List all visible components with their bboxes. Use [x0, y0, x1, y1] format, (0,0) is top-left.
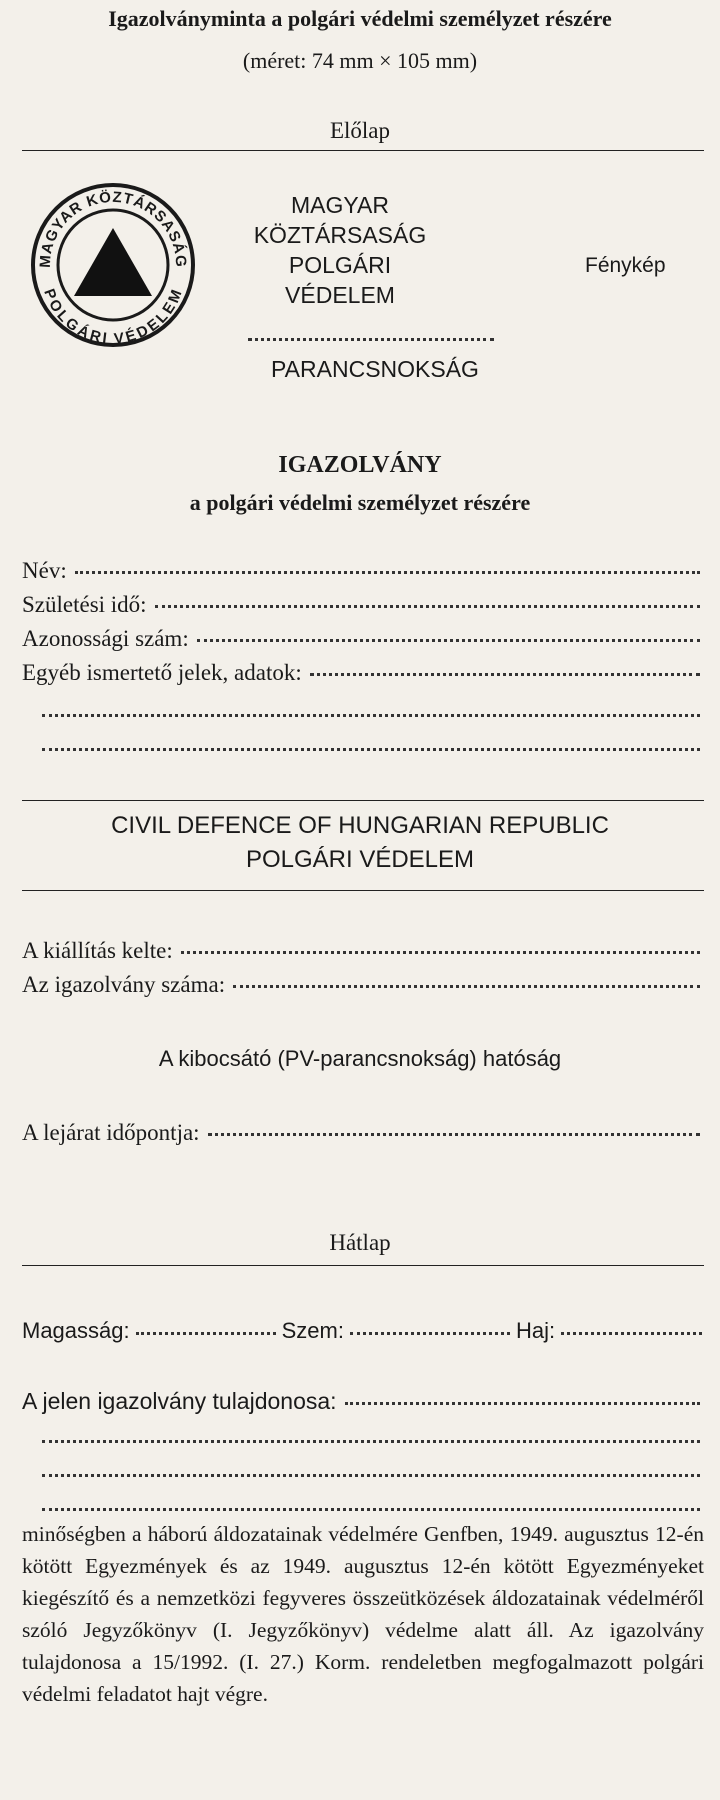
fill-line	[75, 571, 700, 574]
org-line: MAGYAR	[291, 192, 389, 218]
civil-defence-seal	[28, 180, 198, 350]
back-heading: Hátlap	[329, 1230, 391, 1255]
field-holder	[22, 1388, 700, 1415]
org-line: KÖZTÁRSASÁG	[253, 222, 427, 248]
org-line: POLGÁRI	[288, 252, 392, 278]
fill-line	[42, 714, 700, 717]
fill-line	[197, 639, 700, 642]
field-id-number	[22, 626, 700, 652]
fill-line	[561, 1332, 702, 1335]
organisation-name	[230, 190, 450, 310]
fill-line	[181, 951, 700, 954]
field-card-number	[22, 972, 700, 998]
seal-icon	[28, 180, 198, 350]
field-expiry	[22, 1120, 700, 1146]
fill-line	[310, 673, 700, 676]
banner-line-2: POLGÁRI VÉDELEM	[245, 846, 475, 873]
fill-line	[42, 1474, 700, 1477]
org-line: VÉDELEM	[285, 282, 395, 308]
document-size: (méret: 74 mm × 105 mm)	[242, 48, 478, 73]
height-label: Magasság:	[22, 1318, 130, 1343]
divider	[22, 800, 704, 801]
card-subtitle: a polgári védelmi személyzet részére	[189, 490, 531, 515]
physical-description-row	[22, 1318, 702, 1344]
fill-line	[208, 1133, 700, 1136]
banner-line-1: CIVIL DEFENCE OF HUNGARIAN REPUBLIC	[111, 812, 609, 839]
fill-line	[155, 605, 700, 608]
divider	[22, 890, 704, 891]
field-name	[22, 558, 700, 584]
command-name-dots	[248, 338, 494, 341]
fill-line	[350, 1332, 510, 1335]
hair-label: Haj:	[515, 1318, 556, 1343]
field-issue-date	[22, 938, 700, 964]
field-label: A jelen igazolvány tulajdonosa:	[22, 1388, 337, 1414]
fill-line	[136, 1332, 276, 1335]
card-title: IGAZOLVÁNY	[278, 452, 442, 478]
field-label: Az igazolvány száma:	[22, 972, 226, 997]
field-other-marks	[22, 660, 700, 686]
fill-line	[42, 1440, 700, 1443]
field-label: Egyéb ismertető jelek, adatok:	[22, 660, 302, 685]
document-title: Igazolványminta a polgári védelmi személyzet részére	[108, 6, 612, 31]
seal-bottom-text: POLGÁRI VÉDELEM	[40, 286, 186, 348]
field-label: Név:	[22, 558, 67, 583]
fill-line	[42, 1508, 700, 1511]
divider	[22, 150, 704, 151]
field-label: Születési idő:	[22, 592, 147, 617]
field-label: A kiállítás kelte:	[22, 938, 173, 963]
front-heading: Előlap	[329, 118, 391, 143]
field-label: Azonossági szám:	[22, 626, 189, 651]
field-birth-date	[22, 592, 700, 618]
field-label: A lejárat időpontja:	[22, 1120, 200, 1145]
divider	[22, 1265, 704, 1266]
fill-line	[42, 748, 700, 751]
eye-label: Szem:	[281, 1318, 344, 1343]
command-label: PARANCSNOKSÁG	[271, 356, 479, 382]
fill-line	[233, 985, 700, 988]
photo-placeholder-label: Fénykép	[585, 254, 666, 277]
issuer-label: A kibocsátó (PV-parancsnokság) hatóság	[158, 1046, 562, 1071]
fill-line	[345, 1402, 700, 1405]
seal-top-text: MAGYAR KÖZTÁRSASÁG	[36, 188, 190, 269]
legal-paragraph: minőségben a háború áldozatainak védelmére Genfben, 1949. augusztus 12-én kötött Egyezmények és az 1949. augusztus 12-én kötött Egyezményeket kiegészítő és a nemzetközi fegyveres összeütközések áldozatainak védelméről szóló Jegyzőkönyv (I. Jegyzőkönyv) védelme alatt áll. Az igazolvány tulajdonosa a 15/1992. (I. 27.) Korm. rendeletben megfogalmazott polgári védelmi feladatot hajt végre.	[22, 1522, 704, 1706]
